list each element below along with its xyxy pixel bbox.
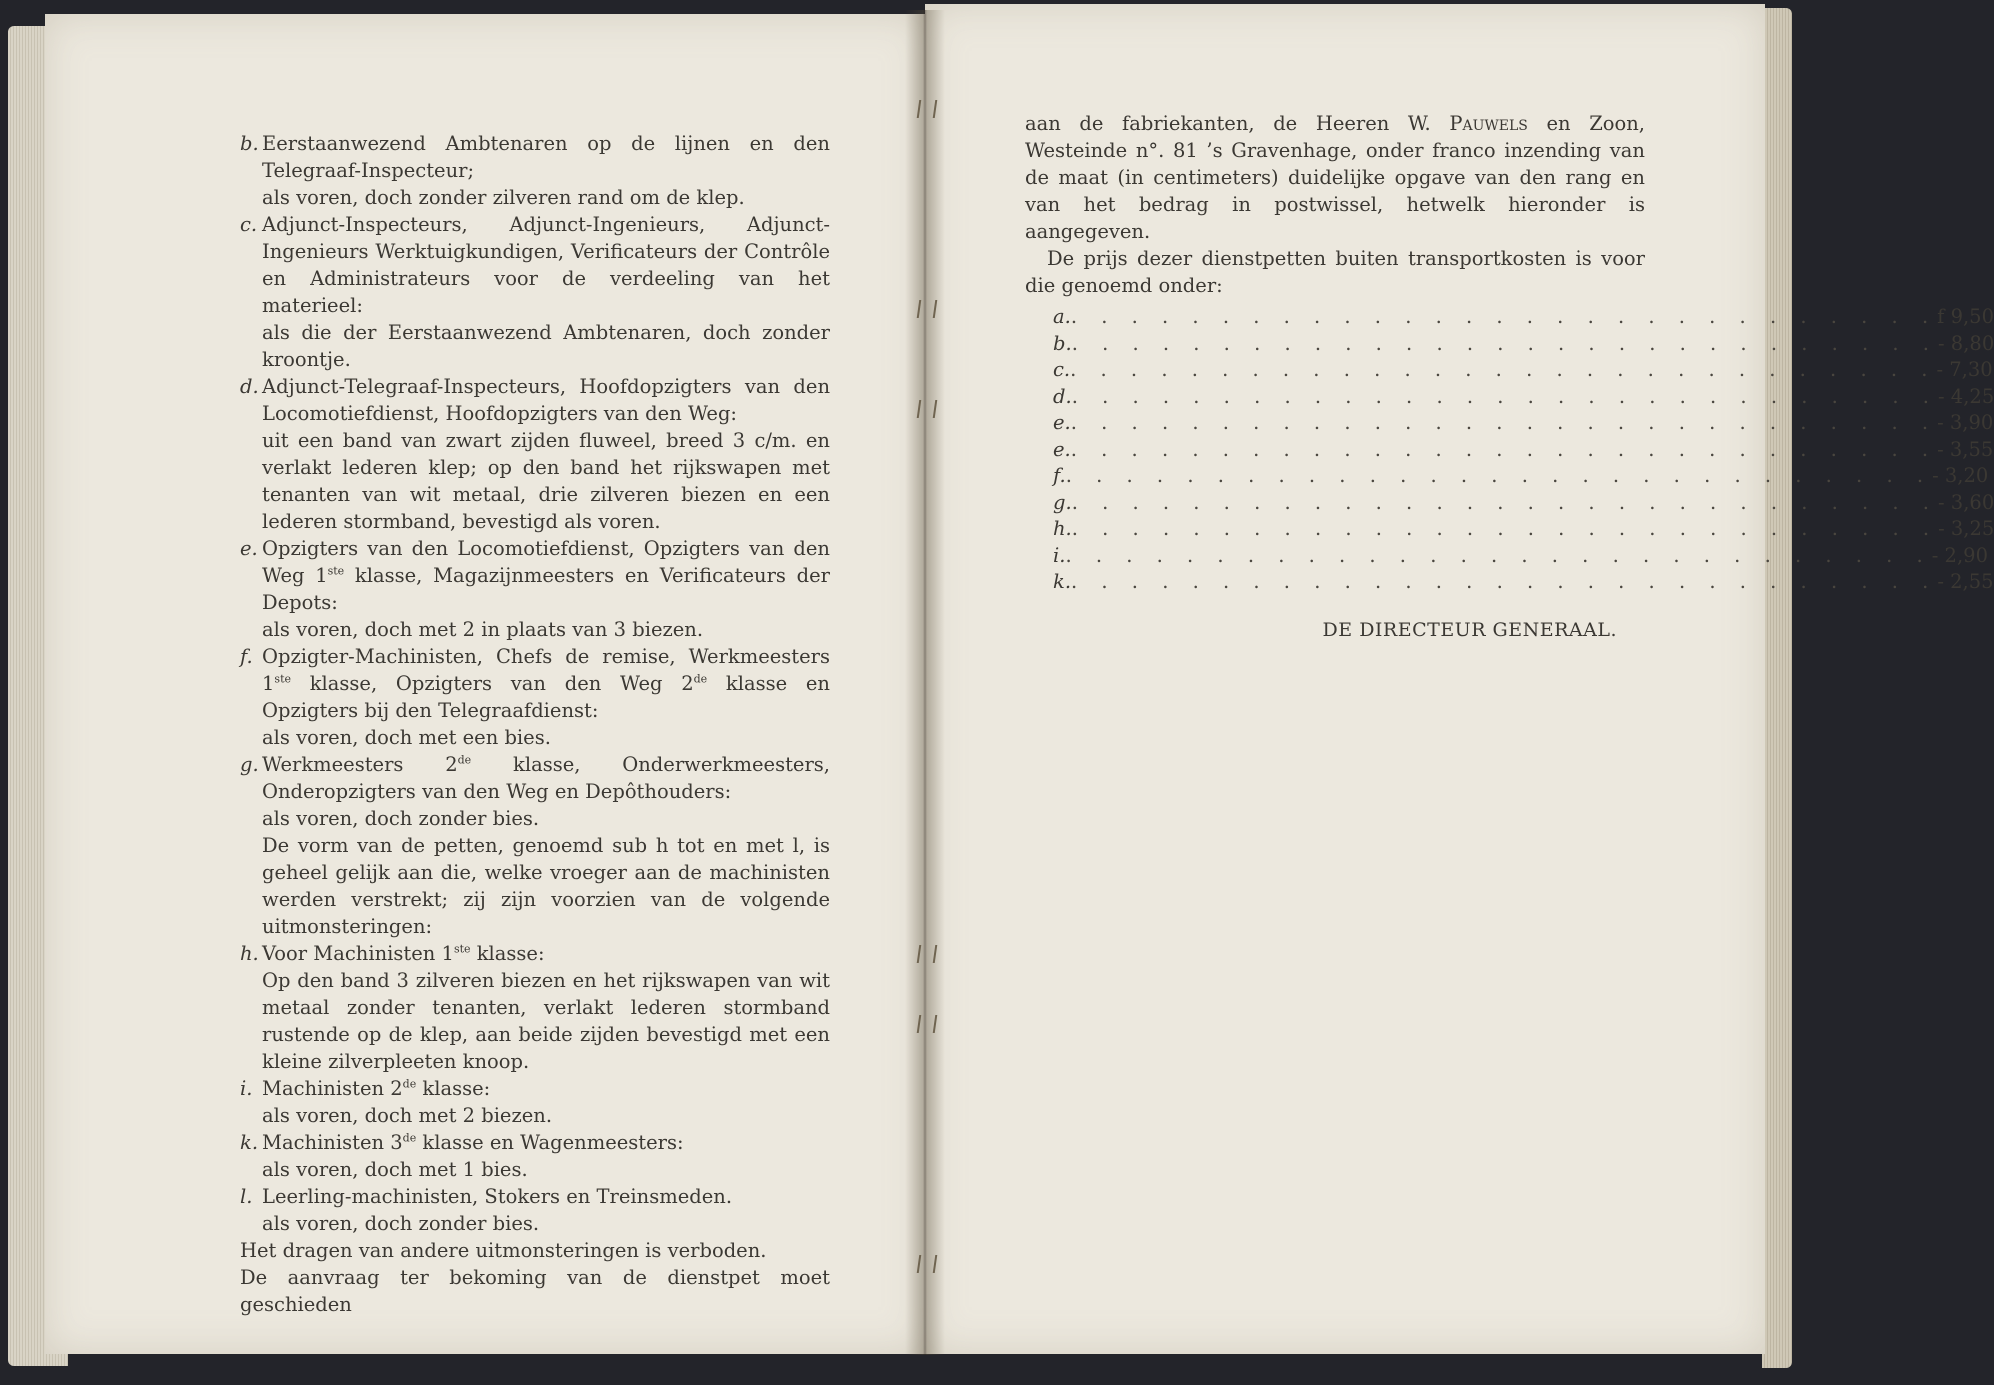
item-heading: Adjunct-Inspecteurs, Adjunct-Ingenieurs, Adjunct-Ingenieurs Werktuigkundigen, Verificateurs der Contrôle en Administrateurs voor de verdeeling van het materieel: bbox=[262, 213, 830, 317]
item-description: als voren, doch met 2 in plaats van 3 biezen. bbox=[262, 618, 704, 641]
supplier-text-b: en Zoon, Westeinde n°. 81 ’s Gravenhage, onder franco inzending van de maat (in centimeters) duidelijke opgave van den rang en van het bedrag in postwissel, hetwelk hieronder is aangegeven. bbox=[1025, 112, 1646, 243]
item-heading: Machinisten 2de klasse: bbox=[262, 1077, 491, 1100]
item-note: De vorm van de petten, genoemd sub h tot en met l, is geheel gelijk aan die, welke vroeger aan de machinisten werden verstrekt; zij zijn voorzien van de volgende uitmonsteringen: bbox=[262, 834, 830, 938]
price-label: d. bbox=[1053, 384, 1072, 408]
supplier-paragraph bbox=[1025, 110, 1645, 245]
binding-stitch bbox=[917, 400, 938, 418]
leader-dots: . . . . . . . . . . . . . . . . . . . . . . . . . . . . . bbox=[1070, 437, 1938, 461]
supplier-name: Pauwels bbox=[1449, 112, 1528, 135]
item-heading: Werkmeesters 2de klasse, Onderwerkmeesters, Onderopzigters van den Weg en Depôthouders: bbox=[262, 753, 830, 803]
item-description: als voren, doch zonder bies. bbox=[262, 807, 540, 830]
price-value: - 4,25 bbox=[1938, 384, 1994, 408]
item-description: als voren, doch met 2 biezen. bbox=[262, 1104, 553, 1127]
item-description: Op den band 3 zilveren biezen en het rijkswapen van wit metaal zonder tenanten, verlakt lederen stormband rustende op de klep, aan beide zijden bevestigd met een kleine zilverpleeten knoop. bbox=[262, 969, 830, 1073]
list-item bbox=[240, 535, 830, 643]
leader-dots: . . . . . . . . . . . . . . . . . . . . . . . . . . . . . bbox=[1071, 384, 1939, 408]
list-item bbox=[240, 373, 830, 535]
item-heading: Opzigter-Machinisten, Chefs de remise, Werkmeesters 1ste klasse, Opzigters van den Weg 2de klasse en Opzigters bij den Telegraafdienst: bbox=[262, 645, 830, 722]
item-label: k. bbox=[240, 1131, 259, 1154]
list-item bbox=[240, 1075, 830, 1129]
price-value: - 3,90 bbox=[1937, 411, 1994, 434]
list-item bbox=[240, 940, 830, 1075]
price-value: - 8,80 bbox=[1938, 331, 1994, 355]
item-heading: Adjunct-Telegraaf-Inspecteurs, Hoofdopzigters van den Locomotiefdienst, Hoofdopzigters van den Weg: bbox=[262, 375, 830, 425]
price-label: b. bbox=[1053, 331, 1072, 355]
item-description: als voren, doch met een bies. bbox=[262, 726, 551, 749]
right-page-edges bbox=[1762, 8, 1792, 1368]
item-heading: Opzigters van den Locomotiefdienst, Opzigters van den Weg 1ste klasse, Magazijnmeesters en Verificateurs der Depots: bbox=[262, 537, 830, 614]
price-row bbox=[1025, 330, 1994, 357]
item-label: d. bbox=[240, 375, 259, 398]
price-row bbox=[1025, 568, 1994, 595]
item-label: l. bbox=[240, 1185, 253, 1208]
binding-stitch bbox=[917, 1255, 938, 1273]
signature: DE DIRECTEUR GENERAAL. bbox=[1322, 618, 1617, 641]
price-label: i. bbox=[1053, 543, 1066, 567]
price-value: - 2,55 bbox=[1937, 570, 1994, 593]
list-item bbox=[240, 1129, 830, 1183]
leader-dots: . . . . . . . . . . . . . . . . . . . . . . . . . . . . . bbox=[1065, 464, 1933, 487]
price-value: - 2,90 bbox=[1931, 543, 1988, 567]
price-label: e. bbox=[1053, 411, 1071, 434]
price-value: f 9,50 bbox=[1937, 305, 1994, 328]
item-description: als voren, doch zonder bies. bbox=[262, 1212, 540, 1235]
price-value: - 3,20 bbox=[1932, 464, 1989, 487]
price-value: - 3,55 bbox=[1937, 437, 1994, 461]
binding-stitch bbox=[917, 945, 938, 963]
item-label: g. bbox=[240, 753, 259, 776]
price-table bbox=[1025, 303, 1994, 595]
list-item bbox=[240, 1183, 830, 1237]
item-heading: Eerstaanwezend Ambtenaren op de lijnen en den Telegraaf-Inspecteur; bbox=[262, 132, 830, 182]
list-item bbox=[240, 130, 830, 211]
list-item bbox=[240, 751, 830, 940]
price-label: k. bbox=[1053, 570, 1072, 593]
list-item bbox=[240, 643, 830, 751]
supplier-text-a: aan de fabriekanten, de Heeren W. bbox=[1025, 112, 1431, 135]
price-label: e. bbox=[1053, 437, 1071, 461]
price-value: - 3,60 bbox=[1938, 490, 1994, 514]
leader-dots: . . . . . . . . . . . . . . . . . . . . . . . . . . . . . bbox=[1065, 543, 1932, 567]
leader-dots: . . . . . . . . . . . . . . . . . . . . . . . . . . . . . bbox=[1071, 331, 1939, 355]
binding-stitch bbox=[917, 300, 938, 318]
item-label: e. bbox=[240, 537, 258, 560]
price-row bbox=[1025, 515, 1994, 542]
price-intro: De prijs dezer dienstpetten buiten transportkosten is voor die genoemd onder: bbox=[1025, 247, 1645, 297]
item-description: als die der Eerstaanwezend Ambtenaren, doch zonder kroontje. bbox=[262, 321, 830, 371]
leader-dots: . . . . . . . . . . . . . . . . . . . . . . . . . . . . . bbox=[1070, 305, 1938, 328]
item-heading: Leerling-machinisten, Stokers en Treinsmeden. bbox=[262, 1185, 733, 1208]
item-label: c. bbox=[240, 213, 258, 236]
leader-dots: . . . . . . . . . . . . . . . . . . . . . . . . . . . . . bbox=[1070, 411, 1938, 434]
item-heading: Machinisten 3de klasse en Wagenmeesters: bbox=[262, 1131, 684, 1154]
closing-paragraph-2: De aanvraag ter bekoming van de dienstpet moet geschieden bbox=[240, 1266, 830, 1316]
price-row bbox=[1025, 462, 1989, 489]
price-label: a. bbox=[1053, 305, 1071, 328]
closing-paragraph-1: Het dragen van andere uitmonsteringen is verboden. bbox=[240, 1239, 767, 1262]
price-label: c. bbox=[1053, 358, 1071, 381]
item-label: h. bbox=[240, 942, 259, 965]
price-row bbox=[1025, 383, 1994, 410]
item-description: uit een band van zwart zijden fluweel, breed 3 c/m. en verlakt lederen klep; op den band het rijkswapen met tenanten van wit metaal, drie zilveren biezen en een lederen stormband, bevestigd als voren. bbox=[262, 429, 830, 533]
item-description: als voren, doch met 1 bies. bbox=[262, 1158, 528, 1181]
item-label: i. bbox=[240, 1077, 253, 1100]
leader-dots: . . . . . . . . . . . . . . . . . . . . . . . . . . . . . bbox=[1070, 358, 1937, 381]
price-row bbox=[1025, 542, 1988, 569]
price-row bbox=[1025, 409, 1994, 436]
price-label: f. bbox=[1053, 464, 1066, 487]
item-label: f. bbox=[240, 645, 253, 668]
leader-dots: . . . . . . . . . . . . . . . . . . . . . . . . . . . . . bbox=[1071, 517, 1939, 540]
leader-dots: . . . . . . . . . . . . . . . . . . . . . . . . . . . . . bbox=[1071, 490, 1939, 514]
price-value: - 3,25 bbox=[1938, 517, 1994, 540]
item-heading: Voor Machinisten 1ste klasse: bbox=[262, 942, 545, 965]
price-row bbox=[1025, 356, 1993, 383]
item-description: als voren, doch zonder zilveren rand om de klep. bbox=[262, 186, 745, 209]
price-value: - 7,30 bbox=[1936, 358, 1993, 381]
price-row bbox=[1025, 303, 1994, 330]
left-page-text bbox=[240, 130, 830, 1318]
binding-stitch bbox=[917, 100, 938, 118]
leader-dots: . . . . . . . . . . . . . . . . . . . . . . . . . . . . . bbox=[1071, 570, 1938, 593]
book-gutter bbox=[905, 10, 945, 1355]
right-page-text bbox=[1025, 110, 1994, 644]
item-label: b. bbox=[240, 132, 259, 155]
price-label: g. bbox=[1053, 490, 1072, 514]
price-label: h. bbox=[1053, 517, 1072, 540]
price-row bbox=[1025, 489, 1994, 516]
binding-stitch bbox=[917, 1015, 938, 1033]
item-list bbox=[240, 130, 830, 1237]
list-item bbox=[240, 211, 830, 373]
price-row bbox=[1025, 436, 1994, 463]
